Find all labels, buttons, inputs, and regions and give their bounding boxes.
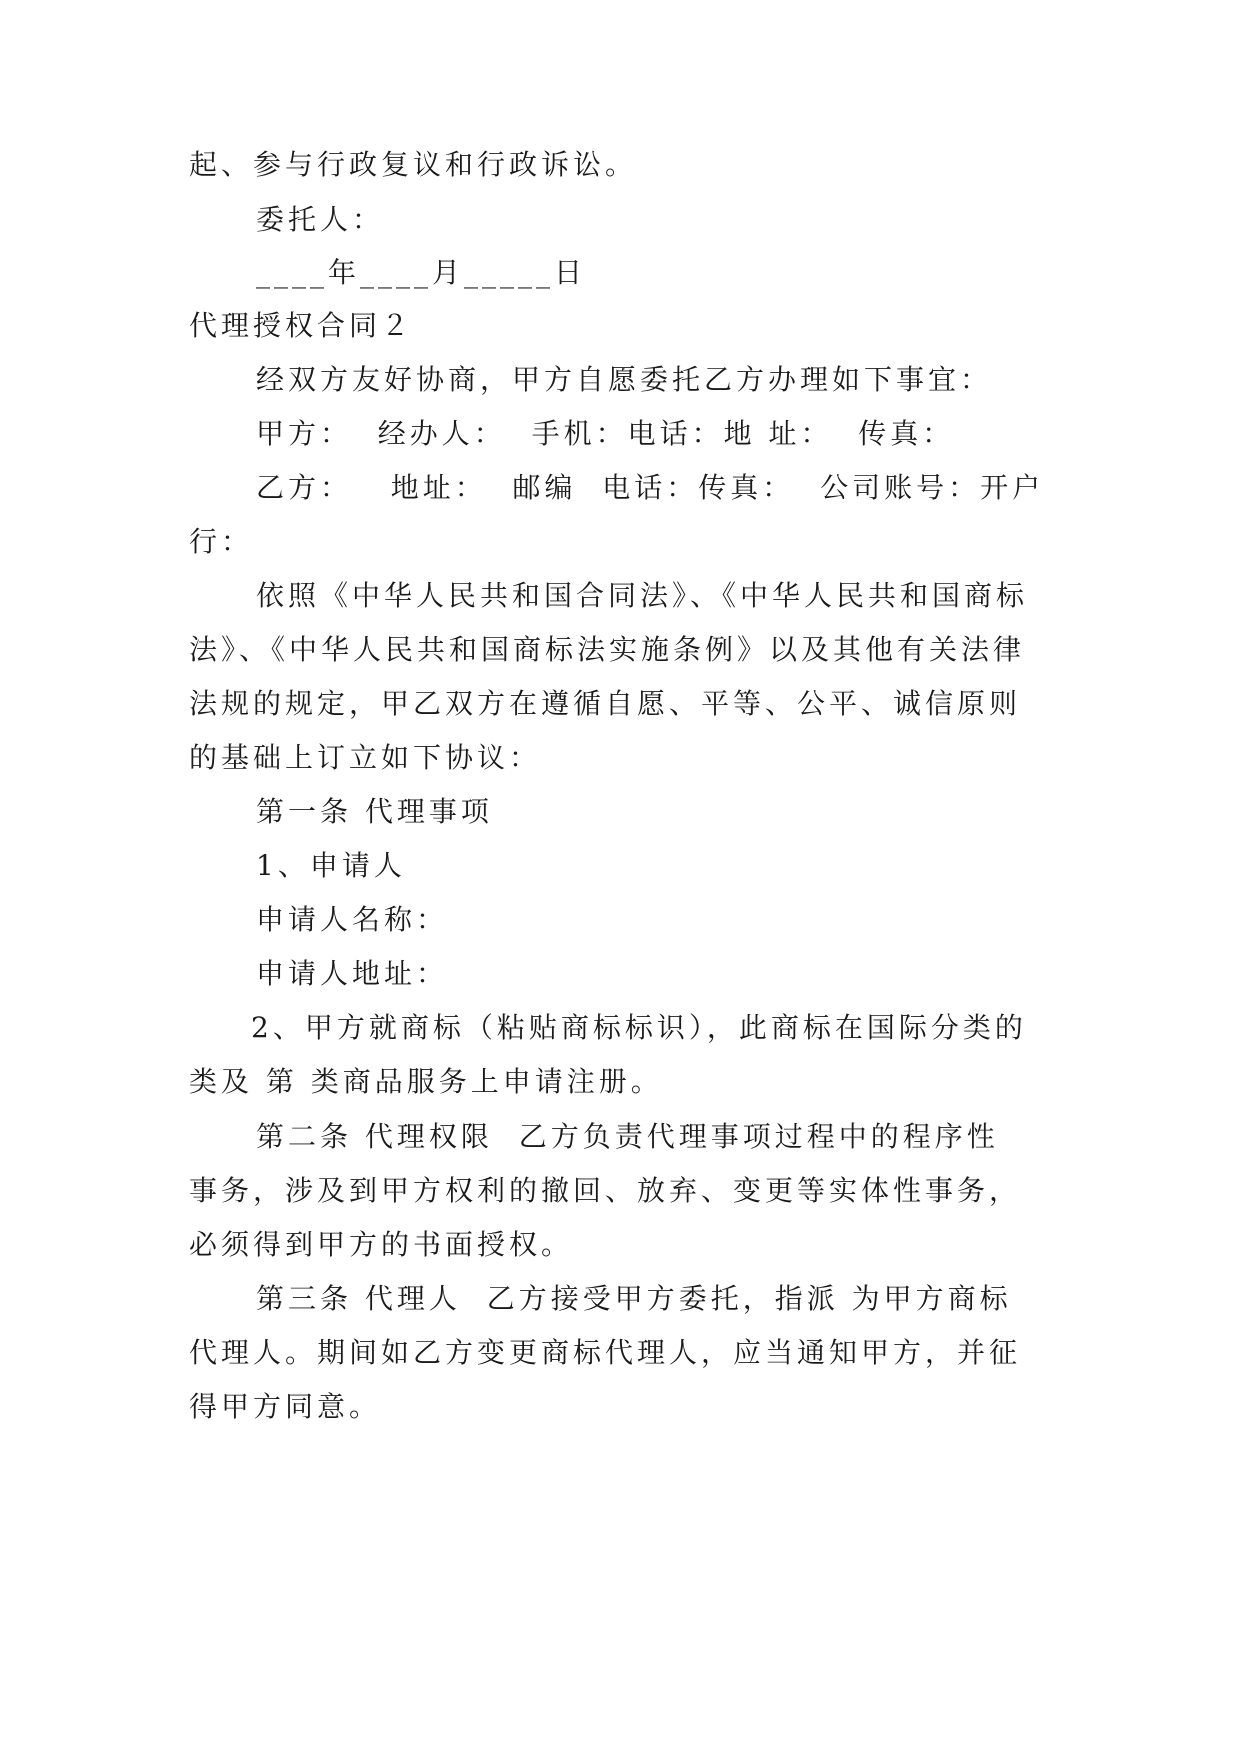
text-line: 2、甲方就商标（粘贴商标标识），此商标在国际分类的 [251,1011,1027,1044]
article-heading: 第一条 代理事项 [256,795,493,828]
text-line: 申请人名称： [256,903,449,936]
text-line: 乙方： 地址： 邮编 电话：传真： 公司账号：开户 [256,471,1045,504]
text-line: 得甲方同意。 [189,1390,382,1423]
text-line: 依照《中华人民共和国合同法》、《中华人民共和国商标 [256,579,1029,612]
text-line: 法规的规定，甲乙双方在遵循自愿、平等、公平、诚信原则 [189,687,1022,720]
text-line: 起、参与行政复议和行政诉讼。 [189,148,638,181]
text-line: 行： [189,525,254,558]
section-title: 代理授权合同２ [189,309,414,342]
text-line: 必须得到甲方的书面授权。 [189,1228,574,1261]
text-line: 甲方： 经办人： 手机：电话：地 址： 传真： [256,417,955,450]
text-line: 类及 第 类商品服务上申请注册。 [189,1065,663,1098]
article-heading: 第三条 代理人 乙方接受甲方委托，指派 为甲方商标 [256,1282,1012,1315]
article-heading: 第二条 代理权限 乙方负责代理事项过程中的程序性 [256,1120,999,1153]
text-line: 法》、《中华人民共和国商标法实施条例》以及其他有关法律 [189,633,1026,666]
text-line: 事务，涉及到甲方权利的撤回、放弃、变更等实体性事务， [189,1174,1022,1207]
text-line: 的基础上订立如下协议： [189,741,542,774]
text-line: 委托人： [256,203,385,236]
text-line: 代理人。期间如乙方变更商标代理人，应当通知甲方，并征 [189,1336,1022,1369]
text-line: 申请人地址： [256,957,449,990]
text-line: 经双方友好协商，甲方自愿委托乙方办理如下事宜： [256,363,993,396]
text-line: ____年____月_____日 [256,256,587,289]
text-line: 1、申请人 [256,849,406,882]
